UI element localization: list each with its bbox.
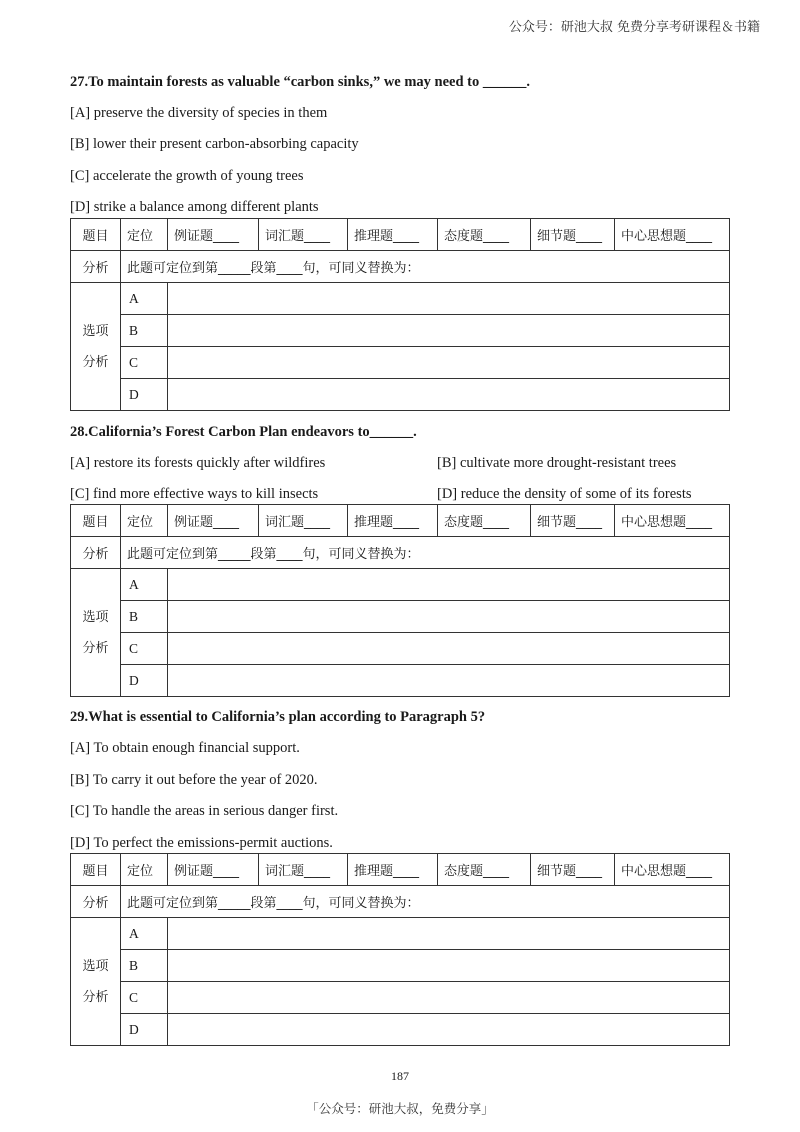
type-example[interactable]: 例证题____ [168,219,259,251]
option-analysis-cell-c[interactable] [168,982,730,1014]
topic-label-top: 题目 [71,854,121,886]
type-inference[interactable]: 推理题____ [348,219,438,251]
type-locate: 定位 [121,854,168,886]
locate-prompt[interactable]: 此题可定位到第_____段第____句，可同义替换为： [121,537,730,569]
option-letter-d: D [121,1014,168,1046]
q28-option-a: [A] restore its forests quickly after wildfires [70,455,326,471]
type-main-idea[interactable]: 中心思想题____ [615,219,730,251]
option-letter-d: D [121,665,168,697]
type-main-idea[interactable]: 中心思想题____ [615,505,730,537]
topic-label-top: 题目 [71,505,121,537]
header-note: 公众号：研池大叔 免费分享考研课程＆书籍 [508,20,760,35]
page-number: 187 [391,1069,409,1083]
option-analysis-cell-a[interactable] [168,283,730,315]
option-analysis-cell-d[interactable] [168,1014,730,1046]
q29-analysis-table [70,853,730,1046]
option-analysis-cell-a[interactable] [168,569,730,601]
topic-label-bottom: 分析 [71,537,121,569]
option-analysis-cell-b[interactable] [168,315,730,347]
option-analysis-cell-c[interactable] [168,633,730,665]
type-locate: 定位 [121,219,168,251]
type-inference[interactable]: 推理题____ [348,505,438,537]
option-letter-c: C [121,347,168,379]
option-letter-a: A [121,569,168,601]
option-analysis-cell-b[interactable] [168,601,730,633]
type-attitude[interactable]: 态度题____ [438,219,531,251]
type-example[interactable]: 例证题____ [168,854,259,886]
option-letter-b: B [121,601,168,633]
topic-label-bottom: 分析 [71,251,121,283]
question-29-stem: 29.What is essential to California’s plan according to Paragraph 5? [70,709,486,725]
locate-prompt[interactable]: 此题可定位到第_____段第____句，可同义替换为： [121,886,730,918]
q28-option-c: [C] find more effective ways to kill insects [70,486,319,502]
option-letter-c: C [121,633,168,665]
option-analysis-label: 选项 分析 [71,569,121,697]
option-analysis-cell-d[interactable] [168,665,730,697]
topic-label-top: 题目 [71,219,121,251]
q27-analysis-table [70,218,730,411]
type-attitude[interactable]: 态度题____ [438,505,531,537]
option-letter-b: B [121,950,168,982]
option-analysis-cell-b[interactable] [168,950,730,982]
type-example[interactable]: 例证题____ [168,505,259,537]
q28-analysis-table [70,504,730,697]
type-detail[interactable]: 细节题____ [531,219,615,251]
option-letter-b: B [121,315,168,347]
q29-option-c: [C] To handle the areas in serious danger first. [70,803,339,819]
type-main-idea[interactable]: 中心思想题____ [615,854,730,886]
locate-prompt[interactable]: 此题可定位到第_____段第____句，可同义替换为： [121,251,730,283]
option-analysis-label: 选项 分析 [71,283,121,411]
option-letter-a: A [121,918,168,950]
q28-option-b: [B] cultivate more drought-resistant trees [437,455,677,471]
footer-note: 「公众号：研池大叔，免费分享」 [306,1101,494,1116]
option-letter-d: D [121,379,168,411]
question-28-stem: 28.California’s Forest Carbon Plan endeavors to______. [70,424,417,440]
type-detail[interactable]: 细节题____ [531,505,615,537]
type-inference[interactable]: 推理题____ [348,854,438,886]
option-analysis-cell-c[interactable] [168,347,730,379]
q27-option-d: [D] strike a balance among different plants [70,199,319,215]
q28-option-d: [D] reduce the density of some of its forests [437,486,692,502]
type-vocabulary[interactable]: 词汇题____ [259,505,348,537]
q29-option-b: [B] To carry it out before the year of 2020. [70,772,318,788]
option-letter-c: C [121,982,168,1014]
topic-label-bottom: 分析 [71,886,121,918]
type-vocabulary[interactable]: 词汇题____ [259,854,348,886]
q27-option-b: [B] lower their present carbon-absorbing capacity [70,136,359,152]
option-letter-a: A [121,283,168,315]
type-detail[interactable]: 细节题____ [531,854,615,886]
q27-option-a: [A] preserve the diversity of species in them [70,105,328,121]
q29-option-d: [D] To perfect the emissions-permit auctions. [70,835,333,851]
type-attitude[interactable]: 态度题____ [438,854,531,886]
option-analysis-label: 选项 分析 [71,918,121,1046]
option-analysis-cell-a[interactable] [168,918,730,950]
question-27-stem: 27.To maintain forests as valuable “carbon sinks,” we may need to ______. [70,74,531,90]
type-vocabulary[interactable]: 词汇题____ [259,219,348,251]
type-locate: 定位 [121,505,168,537]
q27-option-c: [C] accelerate the growth of young trees [70,168,304,184]
option-analysis-cell-d[interactable] [168,379,730,411]
q29-option-a: [A] To obtain enough financial support. [70,740,300,756]
